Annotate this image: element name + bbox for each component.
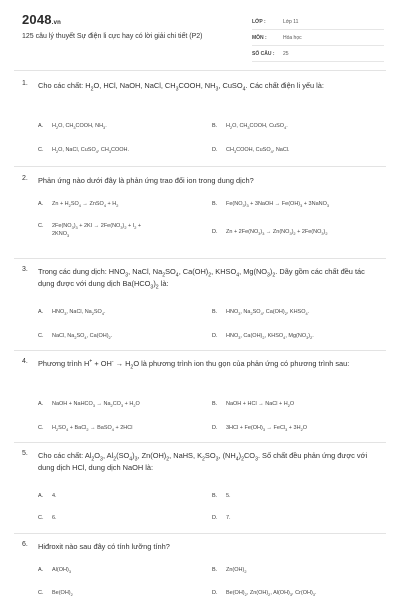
divider xyxy=(14,166,386,167)
option-label: B. xyxy=(212,567,218,573)
option-text: $Zn + 2Fe(NO_3)_3 \to Zn(NO_3)_2 + 2Fe(NO_3)_2$ xyxy=(226,229,328,237)
option-label: A. xyxy=(38,123,44,129)
option-b[interactable] xyxy=(212,566,246,574)
option-text: $H_2O$, $CH_3COOH$, CuSO$_4$. xyxy=(226,123,288,131)
option-text: 5. xyxy=(226,493,231,499)
option-text: $CH_3COOH$, CuSO$_4$, NaCl. xyxy=(226,147,290,155)
meta-key: SỐ CÂU : xyxy=(252,50,275,57)
question-text: Phương trình $H^+ + OH^- \to H_2O$ là phương trình ion thu gọn của phản ứng có phương trình sau: xyxy=(38,358,350,371)
option-text: 7. xyxy=(226,515,231,521)
option-d[interactable] xyxy=(212,146,290,154)
question-6 xyxy=(14,541,386,600)
question-number: 4. xyxy=(22,358,28,365)
option-label: C. xyxy=(38,425,44,431)
option-label: D. xyxy=(212,425,218,431)
option-b[interactable] xyxy=(212,400,294,408)
meta-key: MÔN : xyxy=(252,34,267,41)
option-d[interactable] xyxy=(212,332,314,340)
document-title: 125 câu lý thuyết Sự điện li cực hay có lời giải chi tiết (P2) xyxy=(22,33,203,40)
option-d[interactable] xyxy=(212,589,316,597)
option-label: B. xyxy=(212,309,218,315)
option-text: $HNO_3$, $Ca(OH)_2$, $KHSO_4$, $Mg(NO_3)_2$. xyxy=(226,333,314,341)
option-label: B. xyxy=(212,493,218,499)
option-label: C. xyxy=(38,223,44,229)
option-text: $Al(OH)_3$ xyxy=(52,567,71,575)
option-a[interactable] xyxy=(38,200,118,208)
option-text: $Zn + H_2SO_4$ → ZnSO$_4$ + $H_2$ xyxy=(52,201,119,209)
option-label: B. xyxy=(212,201,218,207)
question-number: 6. xyxy=(22,541,28,548)
option-text: NaOH + NaHCO$_3$ → $Na_2CO_3 + H_2O$ xyxy=(52,401,140,409)
option-label: A. xyxy=(38,401,44,407)
option-label: C. xyxy=(38,590,44,596)
meta-row-count xyxy=(252,46,384,62)
option-label: C. xyxy=(38,515,44,521)
option-b[interactable] xyxy=(212,492,231,500)
option-text: $HNO_3$, $Na_2SO_4$, $Ca(OH)_2$, $KHSO_4$. xyxy=(226,309,310,317)
logo-suffix: .vn xyxy=(51,20,62,26)
question-number: 2. xyxy=(22,175,28,182)
logo-main: 2048 xyxy=(22,12,52,27)
option-c[interactable] xyxy=(38,222,141,238)
question-text: Trong các dung dịch: $HNO_3$, NaCl, $Na_2SO_4$, $Ca(OH)_2$, $KHSO_4$, $Mg(NO_3)_2$. Dãy gồm các chất đều tác dụng được với dung dịch $Ba(HCO_3)_2$ là: xyxy=(38,267,365,290)
option-label: D. xyxy=(212,515,218,521)
meta-key: LỚP : xyxy=(252,18,266,25)
question-1 xyxy=(14,80,386,160)
option-b[interactable] xyxy=(212,308,309,316)
question-2 xyxy=(14,175,386,255)
option-c[interactable] xyxy=(38,589,73,597)
option-b[interactable] xyxy=(212,122,288,130)
divider xyxy=(14,533,386,534)
option-a[interactable] xyxy=(38,122,107,130)
option-label: D. xyxy=(212,333,218,339)
divider xyxy=(14,70,386,71)
option-a[interactable] xyxy=(38,400,140,408)
question-text: Cho các chất: $Al_2O_3$, $Al_2(SO_4)_3$, $Zn(OH)_2$, NaHS, $K_2SO_3$, $(NH_4)_2CO_3$. Số chất đều phản ứng được với dung dịch HCl, dung dịch NaOH là: xyxy=(38,451,368,472)
option-label: B. xyxy=(212,401,218,407)
option-d[interactable] xyxy=(212,424,307,432)
option-text: $HNO_3$, NaCl, $Na_2SO_4$. xyxy=(52,309,106,317)
option-c[interactable] xyxy=(38,424,132,432)
option-a[interactable] xyxy=(38,308,106,316)
option-text: $Fe(NO_3)_3$ + 3NaOH → $Fe(OH)_3$ + 3NaNO$_3$ xyxy=(226,201,330,209)
option-label: A. xyxy=(38,567,44,573)
option-text: 4. xyxy=(52,493,57,499)
option-label: C. xyxy=(38,333,44,339)
option-text: $3HCl + Fe(OH)_3$ → FeCl$_3$ + $3H_2O$ xyxy=(226,425,308,433)
option-text: $2Fe(NO_3)_3 + 2KI \to 2Fe(NO_3)_2 + I_2$ + $2KNO_3$ xyxy=(52,223,142,239)
question-text: Cho các chất: $H_2O$, HCl, NaOH, NaCl, $CH_3COOH$, $NH_3$, CuSO$_4$. Các chất điện li yếu là: xyxy=(38,81,324,93)
option-c[interactable] xyxy=(38,146,129,154)
option-b[interactable] xyxy=(212,200,329,208)
meta-value: Lớp 11 xyxy=(283,18,299,25)
divider xyxy=(14,350,386,351)
option-label: C. xyxy=(38,147,44,153)
option-c[interactable] xyxy=(38,332,112,340)
option-c[interactable] xyxy=(38,514,57,522)
option-text: $Zn(OH)_2$ xyxy=(226,567,247,575)
meta-value: Hóa học xyxy=(283,34,302,41)
option-a[interactable] xyxy=(38,566,71,574)
option-text: $H_2SO_4$ + BaCl$_2$ → BaSO$_4$ + 2HCl xyxy=(52,425,133,433)
option-a[interactable] xyxy=(38,492,57,500)
option-text: 6. xyxy=(52,515,57,521)
option-text: $Be(OH)_2$ xyxy=(52,590,73,598)
divider xyxy=(14,258,386,259)
option-d[interactable] xyxy=(212,514,231,522)
option-label: D. xyxy=(212,229,218,235)
question-text: Phản ứng nào dưới đây là phản ứng trao đổi ion trong dung dịch? xyxy=(38,176,254,185)
option-label: B. xyxy=(212,123,218,129)
meta-table xyxy=(252,14,384,62)
question-text: Hiđroxit nào sau đây có tính lưỡng tính? xyxy=(38,542,170,551)
question-number: 1. xyxy=(22,80,28,87)
option-text: NaOH + HCl → NaCl + $H_2O$ xyxy=(226,401,295,409)
option-label: A. xyxy=(38,309,44,315)
option-text: NaCl, $Na_2SO_4$, $Ca(OH)_2$. xyxy=(52,333,113,341)
option-label: A. xyxy=(38,493,44,499)
meta-value: 25 xyxy=(283,50,289,57)
question-3 xyxy=(14,266,386,350)
option-text: $Be(OH)_2$, $Zn(OH)_2$, $Al(OH)_3$, $Cr(OH)_3$. xyxy=(226,590,317,598)
question-number: 3. xyxy=(22,266,28,273)
site-logo[interactable] xyxy=(22,12,61,27)
question-4 xyxy=(14,358,386,440)
meta-row-grade xyxy=(252,14,384,30)
divider xyxy=(14,442,386,443)
meta-row-subject xyxy=(252,30,384,46)
option-label: D. xyxy=(212,590,218,596)
option-text: $H_2O$, $CH_3COOH$, $NH_3$. xyxy=(52,123,107,131)
option-text: $H_2O$, NaCl, CuSO$_4$, $CH_3COOH$. xyxy=(52,147,130,155)
document-header xyxy=(0,0,400,70)
option-d[interactable] xyxy=(212,228,328,236)
option-label: D. xyxy=(212,147,218,153)
question-5 xyxy=(14,450,386,532)
question-number: 5. xyxy=(22,450,28,457)
option-label: A. xyxy=(38,201,44,207)
